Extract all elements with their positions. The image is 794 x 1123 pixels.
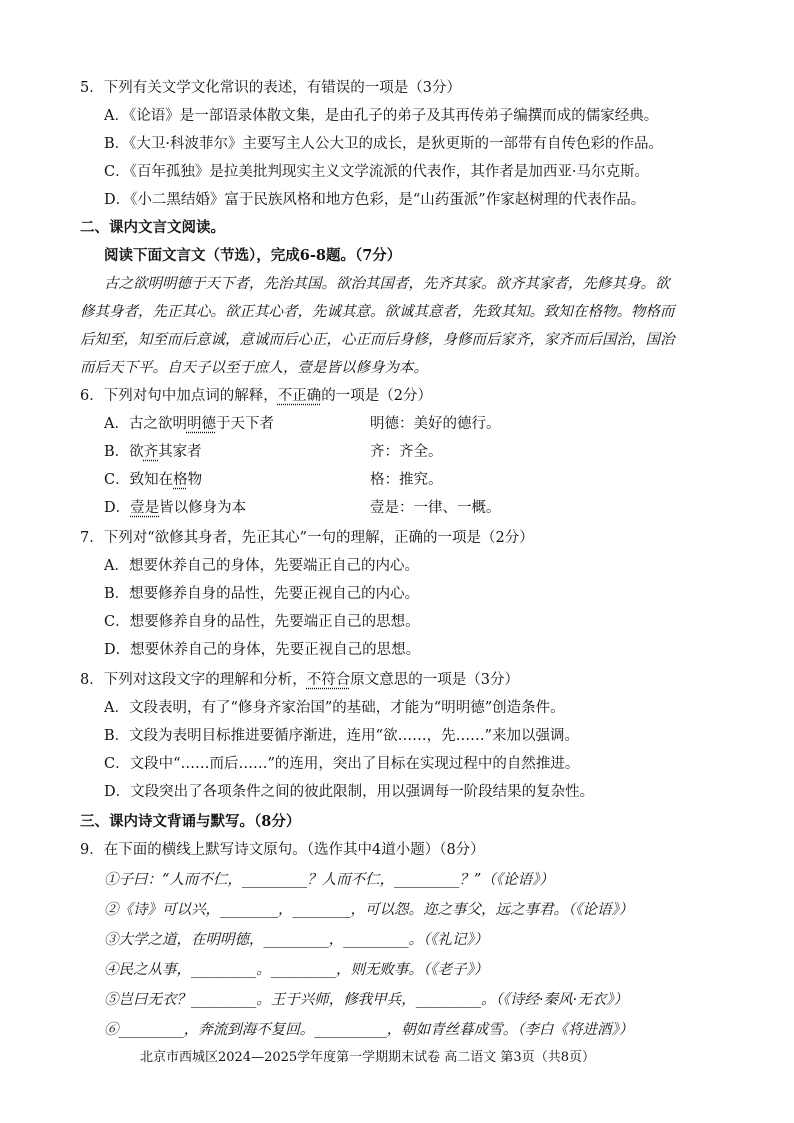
q9-item-3: ③大学之道，在明明德，_________，_________。（《礼记》） <box>104 932 489 948</box>
q9-item-5: ⑤岂曰无衣？_________。王于兴师，修我甲兵，_________。（《诗经·秦风·无衣》） <box>104 992 628 1008</box>
q6-stem-part1: 6．下列对句中加点词的解释， <box>80 388 278 404</box>
passage-line-4: 而后天下平。自天子以至于庶人，壹是皆以修身为本。 <box>80 360 428 376</box>
q6-row-c-word: 格 <box>173 472 188 488</box>
passage-line-2: 修其身者，先正其心。欲正其心者，先诚其意。欲诚其意者，先致其知。致知在格物。物格而 <box>80 304 675 320</box>
q7-stem: 7．下列对“欲修其身者，先正其心”一句的理解，正确的一项是（2分） <box>80 530 534 546</box>
q9-stem: 9．在下面的横线上默写诗文原句。（选作其中4道小题）（8分） <box>80 842 485 858</box>
q6-row-c-post: 物 <box>187 472 203 488</box>
q7-option-c: C．想要修养自身的品性，先要端正自己的思想。 <box>104 614 420 630</box>
q8-stem-emphasis: 不符合 <box>306 672 351 688</box>
section3-heading: 三、课内诗文背诵与默写。（8分） <box>80 813 301 830</box>
q8-option-c: C．文段中“……而后……”的连用，突出了目标在实现过程中的自然推进。 <box>104 756 580 772</box>
q9-item-4: ④民之从事，_________。_________，则无败事。（《老子》） <box>104 962 489 978</box>
q8-option-a: A．文段表明，有了“修身齐家治国”的基础，才能为“明明德”创造条件。 <box>104 700 565 716</box>
q6-row-a-pre: A．古之欲明 <box>104 416 187 432</box>
q6-row-d-explain: 壹是：一律、一概。 <box>370 500 501 516</box>
q5-option-c: C．《百年孤独》是拉美批判现实主义文学流派的代表作，其作者是加西亚·马尔克斯。 <box>104 164 649 180</box>
q8-stem-part2: 原文意思的一项是（3分） <box>350 672 519 688</box>
q8-stem-part1: 8．下列对这段文字的理解和分析， <box>80 672 307 688</box>
q6-row-a-explain: 明德：美好的德行。 <box>370 416 501 432</box>
q7-option-b: B．想要修养自身的品性，先要正视自己的内心。 <box>104 586 420 602</box>
passage-line-1: 古之欲明明德于天下者，先治其国。欲治其国者，先齐其家。欲齐其家者，先修其身。欲 <box>104 276 670 292</box>
q6-stem-emphasis: 不正确 <box>277 388 322 404</box>
q7-option-d: D．想要休养自己的身体，先要正视自己的思想。 <box>104 642 421 658</box>
q7-option-a: A．想要休养自己的身体，先要端正自己的内心。 <box>104 558 419 574</box>
page-footer: 北京市西城区2024—2025学年度第一学期期末试卷 高二语文 第3页（共8页） <box>140 1050 595 1065</box>
q6-row-d-word: 壹是 <box>130 500 160 516</box>
section2-heading: 二、课内文言文阅读。 <box>80 219 225 236</box>
q6-row-d-pre: D． <box>104 500 131 516</box>
q8-stem <box>80 670 519 690</box>
q8-option-d: D．文段突出了各项条件之间的彼此限制，用以强调每一阶段结果的复杂性。 <box>104 784 595 800</box>
q6-row-c-explain: 格：推究。 <box>370 472 443 488</box>
q9-item-2: ②《诗》可以兴，________，________，可以怨。迩之事父，远之事君。（《论语》） <box>104 902 634 918</box>
q6-row-d <box>104 498 246 518</box>
q5-stem: 5．下列有关文学文化常识的表述，有错误的一项是（3分） <box>80 80 461 96</box>
section2-intro: 阅读下面文言文（节选），完成6-8题。（7分） <box>104 247 402 264</box>
q6-row-b-explain: 齐：齐全。 <box>370 444 443 460</box>
q5-option-d: D．《小二黑结婚》富于民族风格和地方色彩，是“山药蛋派”作家赵树理的代表作品。 <box>104 192 646 208</box>
q6-row-b-word: 齐 <box>143 444 159 460</box>
q6-stem <box>80 386 432 406</box>
q6-row-b <box>104 442 202 462</box>
q6-row-b-pre: B．欲 <box>104 444 144 460</box>
q6-row-c <box>104 470 202 490</box>
q6-row-c-pre: C．致知在 <box>104 472 174 488</box>
q5-option-a: A．《论语》是一部语录体散文集，是由孔子的弟子及其再传弟子编撰而成的儒家经典。 <box>104 108 659 124</box>
passage-line-3: 后知至，知至而后意诚，意诚而后心正，心正而后身修，身修而后家齐，家齐而后国治，国治 <box>80 332 675 348</box>
q8-option-b: B．文段为表明目标推进要循序渐进，连用“欲……，先……”来加以强调。 <box>104 728 579 744</box>
q6-row-a-post: 于天下者 <box>215 416 274 432</box>
q5-option-b: B．《大卫·科波菲尔》主要写主人公大卫的成长，是狄更斯的一部带有自传色彩的作品。 <box>104 136 664 152</box>
q6-row-b-post: 其家者 <box>158 444 202 460</box>
q9-item-6: ⑥_________，奔流到海不复回。__________，朝如青丝暮成雪。（李白《将进酒》） <box>104 1022 634 1038</box>
q6-row-a-word: 明德 <box>186 416 216 432</box>
q6-row-d-post: 皆以修身为本 <box>159 500 247 516</box>
q9-item-1: ①子曰：“人而不仁，_________？人而不仁，_________？”（《论语》） <box>104 872 554 888</box>
q6-row-a <box>104 414 274 434</box>
q6-stem-part2: 的一项是（2分） <box>321 388 432 404</box>
